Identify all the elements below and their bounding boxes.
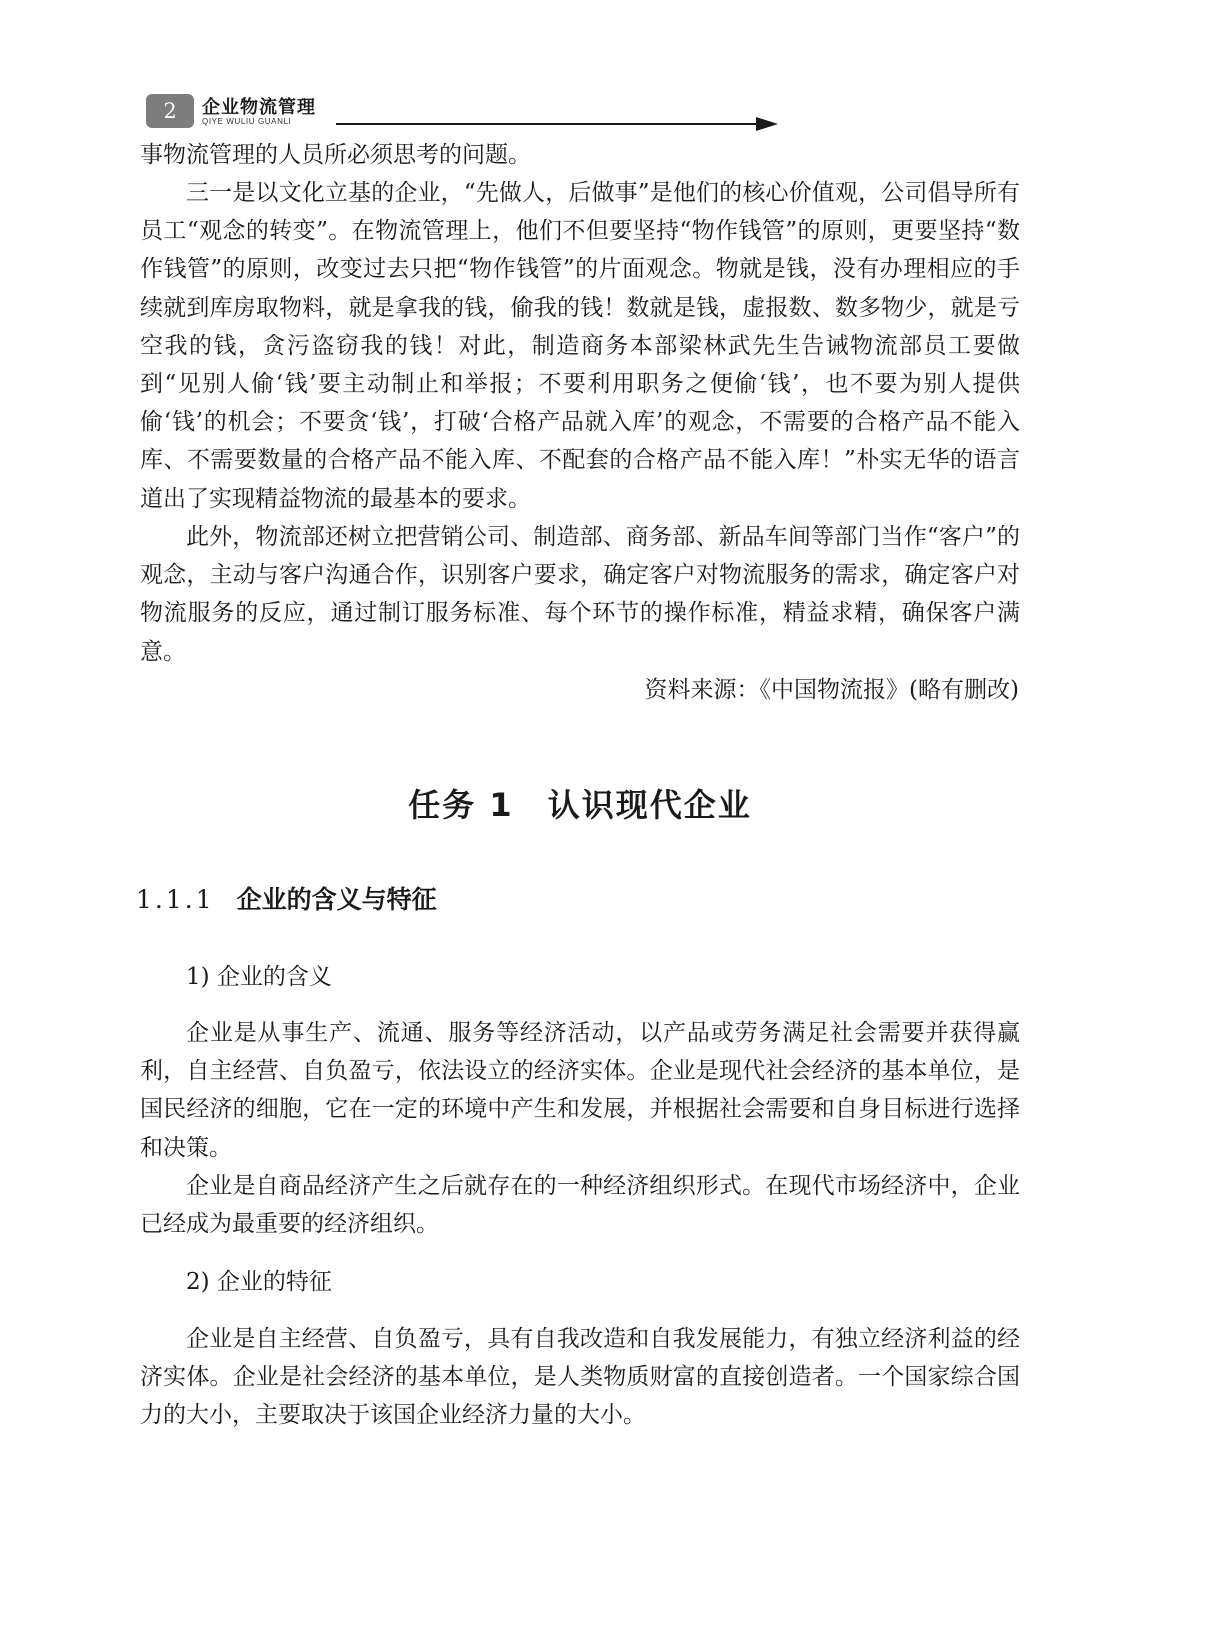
header-rule <box>336 123 766 125</box>
case-paragraph: 此外，物流部还树立把营销公司、制造部、商务部、新品车间等部门当作“客户”的观念，主动与客户沟通合作，识别客户要求，确定客户对物流服务的需求，确定客户对物流服务的反应，通过制订服务标准、每个环节的操作标准，精益求精，确保客户满意。 <box>140 524 1020 665</box>
page-number-badge: 2 <box>146 94 194 128</box>
body-paragraph: 企业是从事生产、流通、服务等经济活动，以产品或劳务满足社会需要并获得赢利，自主经营、自负盈亏，依法设立的经济实体。企业是现代社会经济的基本单位，是国民经济的细胞，它在一定的环境中产生和发展，并根据社会需要和自身目标进行选择和决策。 <box>140 1020 1020 1161</box>
header-arrow-icon <box>756 117 778 131</box>
body-paragraph: 企业是自商品经济产生之后就存在的一种经济组织形式。在现代市场经济中，企业已经成为最重要的经济组织。 <box>140 1173 1020 1238</box>
task-heading <box>0 780 1160 826</box>
case-paragraph-continued: 事物流管理的人员所必须思考的问题。 <box>140 142 531 168</box>
section-number: 1.1.1 <box>136 885 215 914</box>
subsection-heading: 2) 企业的特征 <box>186 1269 332 1295</box>
task-number: 任务 1 <box>408 786 514 824</box>
book-title: 企业物流管理 <box>202 97 316 118</box>
running-header <box>146 92 636 132</box>
subsection-heading: 1) 企业的含义 <box>186 964 332 990</box>
book-title-pinyin: QIYE WULIU GUANLI <box>202 117 292 126</box>
section-heading <box>136 880 437 916</box>
source-citation: 资料来源：《中国物流报》(略有删改) <box>644 677 1019 703</box>
section-title: 企业的含义与特征 <box>236 885 437 914</box>
task-title: 认识现代企业 <box>547 786 752 824</box>
body-paragraph: 企业是自主经营、自负盈亏，具有自我改造和自我发展能力，有独立经济利益的经济实体。企业是社会经济的基本单位，是人类物质财富的直接创造者。一个国家综合国力的大小，主要取决于该国企业经济力量的大小。 <box>140 1326 1020 1429</box>
case-paragraph: 三一是以文化立基的企业，“先做人，后做事”是他们的核心价值观，公司倡导所有员工“观念的转变”。在物流管理上，他们不但要坚持“物作钱管”的原则，更要坚持“数作钱管”的原则，改变过去只把“物作钱管”的片面观念。物就是钱，没有办理相应的手续就到库房取物料，就是拿我的钱，偷我的钱！数就是钱，虚报数、数多物少，就是亏空我的钱，贪污盗窃我的钱！对此，制造商务本部梁林武先生告诫物流部员工要做到“见别人偷‘钱’要主动制止和举报；不要利用职务之便偷‘钱’，也不要为别人提供偷‘钱’的机会；不要贪‘钱’，打破‘合格产品就入库’的观念，不需要的合格产品不能入库、不需要数量的合格产品不能入库、不配套的合格产品不能入库！”朴实无华的语言道出了实现精益物流的最基本的要求。 <box>140 180 1020 512</box>
